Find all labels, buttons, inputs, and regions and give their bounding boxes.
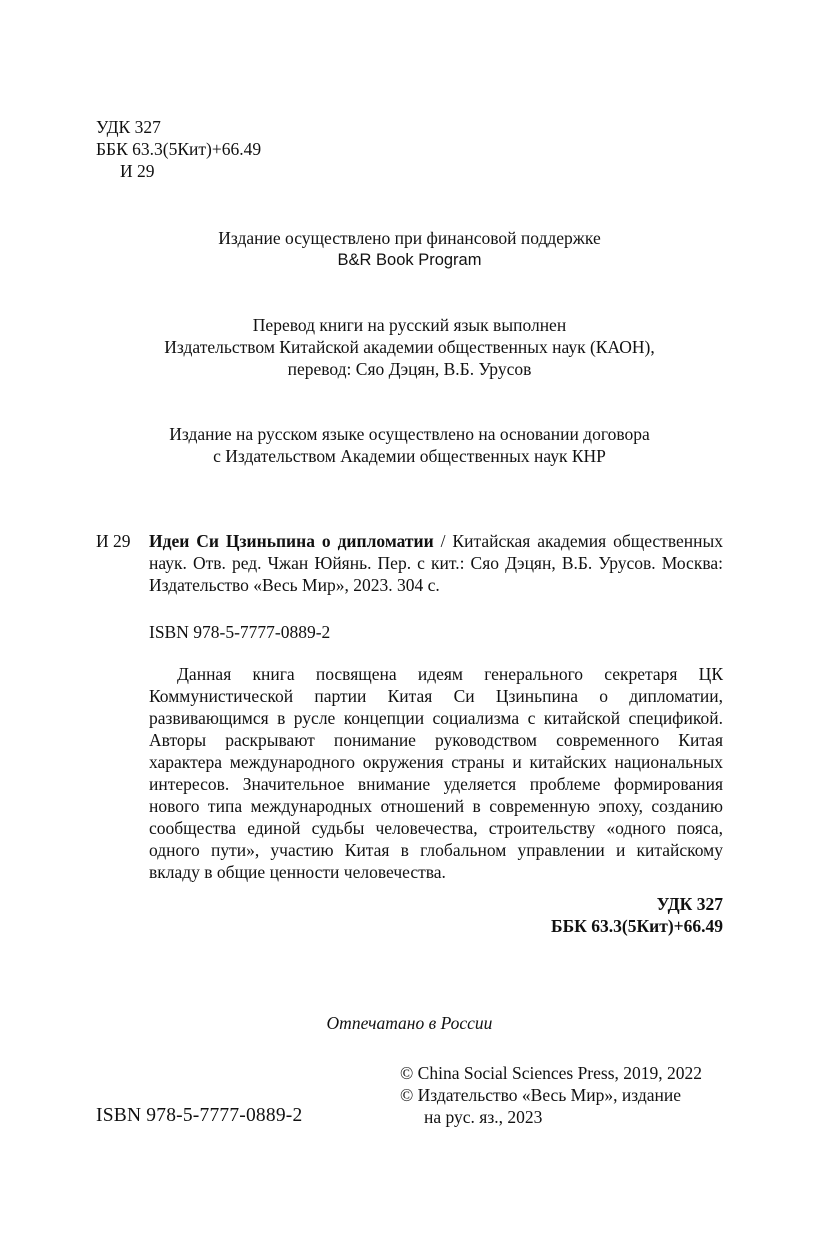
abstract: Данная книга посвящена идеям генерального секретаря ЦК Коммунистической партии Китая Си Цзиньпина о дипломатии, развивающимся в русле концепции социализма с китайской спецификой. Авторы раскрывают понимание руководством современного Китая характера международного окружения страны и китайских национальных интересов. Значительное внимание уделяется проблеме формирования нового типа международных отношений в современную эпоху, созданию сообщества единой судьбы человечества, строительству «одного пояса, одного пути», участию Китая в глобальном управлении и китайскому вкладу в общие ценности человечества. [149,664,723,882]
author-mark: И 29 [120,161,155,181]
contract-notice-line: Издание на русском языке осуществлено на основании договора [169,424,650,444]
classification-codes [96,116,396,182]
translation-notice-line: Перевод книги на русский язык выполнен [252,315,567,335]
udk-code: УДК 327 [96,117,161,137]
contract-notice-line: с Издательством Академии общественных наук КНР [213,446,606,466]
bbk-code: ББК 63.3(5Кит)+66.49 [96,139,262,159]
copyright-line: на рус. яз., 2023 [424,1107,543,1127]
classification-codes-bold [423,893,723,937]
bbk-code-bold: ББК 63.3(5Кит)+66.49 [551,916,723,936]
copyright-line: © China Social Sciences Press, 2019, 2022 [400,1063,703,1083]
record-body [149,530,723,596]
isbn-footer: ISBN 978-5-7777-0889-2 [96,1105,303,1126]
support-notice-line: Издание осуществлено при финансовой поддержке [218,228,601,248]
translation-notice-line: перевод: Сяо Дэцян, В.Б. Урусов [287,359,532,379]
printed-in: Отпечатано в России [326,1013,493,1033]
support-notice [96,227,723,271]
record-details: / Китайская академия общественных наук. Отв. ред. Чжан Юйянь. Пер. с кит.: Сяо Дэцян, В.Б. Урусов. Москва: Издательство «Весь Мир», 2023. 304 с. [149,531,723,595]
record-label: И 29 [96,531,131,551]
isbn-record: ISBN 978-5-7777-0889-2 [149,622,331,642]
translation-notice-line: Издательством Китайской академии общественных наук (КАОН), [164,337,655,357]
copyright-line: © Издательство «Весь Мир», издание [400,1085,681,1105]
translation-notice [96,314,723,380]
record-title: Идеи Си Цзиньпина о дипломатии [149,531,434,551]
copyright-block [400,1062,730,1128]
udk-code-bold: УДК 327 [656,894,723,914]
program-name: B&R Book Program [337,251,482,269]
contract-notice [96,423,723,467]
